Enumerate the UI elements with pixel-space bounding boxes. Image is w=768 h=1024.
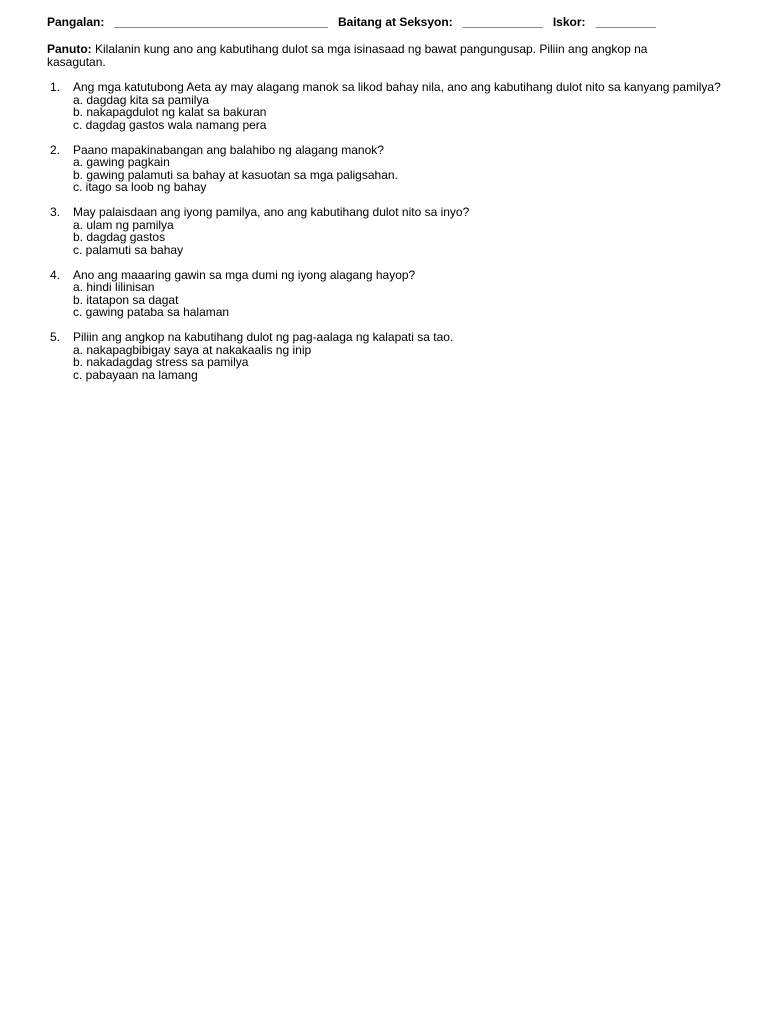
name-label: Pangalan: (47, 15, 105, 29)
question-2 (47, 144, 727, 194)
choice-c: c. itago sa loob ng bahay (73, 180, 207, 194)
question-number: 3. (50, 205, 61, 219)
choice-a: a. hindi lilinisan (73, 280, 155, 294)
question-list (47, 81, 727, 394)
choice-c: c. palamuti sa bahay (73, 242, 184, 257)
score-blank: _________ (595, 15, 656, 29)
choice-b: b. nakapagdulot ng kalat sa bakuran (73, 105, 267, 119)
grade-section-blank: ____________ (462, 15, 543, 29)
choice-a: a. gawing pagkain (73, 155, 170, 169)
question-body (73, 331, 723, 381)
choice-b: b. itatapon sa dagat (73, 292, 179, 307)
question-body (73, 269, 723, 319)
choice-b: b. gawing palamuti sa bahay at kasuotan sa mga paligsahan. (73, 167, 398, 182)
instructions (47, 43, 707, 69)
question-number: 5. (50, 330, 61, 344)
question-3 (47, 206, 727, 256)
choice-a: a. dagdag kita sa pamilya (73, 92, 210, 107)
question-text: Paano mapakinabangan ang balahibo ng alagang manok? (73, 142, 384, 157)
choice-a: a. nakapagbibigay saya at nakakaalis ng inip (73, 342, 312, 357)
grade-section-label: Baitang at Seksyon: (337, 15, 453, 29)
question-text: May palaisdaan ang iyong pamilya, ano ang kabutihang dulot nito sa inyo? (73, 205, 470, 219)
choice-c: c. gawing pataba sa halaman (73, 305, 230, 319)
name-blank: ________________________________ (114, 15, 328, 29)
choice-c: c. pabayaan na lamang (73, 367, 198, 382)
instructions-text: Kilalanin kung ano ang kabutihang dulot sa mga isinasaad ng bawat pangungusap. Piliin ang angkop na kasagutan. (47, 42, 648, 69)
question-5 (47, 331, 727, 381)
question-text: Piliin ang angkop na kabutihang dulot ng pag-aalaga ng kalapati sa tao. (73, 330, 454, 344)
question-4 (47, 269, 727, 319)
question-number: 2. (50, 142, 61, 157)
question-text: Ang mga katutubong Aeta ay may alagang manok sa likod bahay nila, ano ang kabutihang dulot nito sa kanyang pamilya? (73, 80, 721, 94)
question-number: 1. (50, 80, 61, 94)
choice-b: b. nakadagdag stress sa pamilya (73, 355, 249, 369)
choice-a: a. ulam ng pamilya (73, 217, 174, 232)
instructions-label: Panuto: (47, 42, 92, 56)
question-body (73, 144, 723, 194)
score-label: Iskor: (552, 15, 586, 29)
choice-c: c. dagdag gastos wala namang pera (73, 117, 267, 132)
question-body (73, 81, 723, 131)
question-1 (47, 81, 727, 131)
question-text: Ano ang maaaring gawin sa mga dumi ng iyong alagang hayop? (73, 267, 416, 282)
question-body (73, 206, 723, 256)
question-number: 4. (50, 267, 61, 282)
choice-b: b. dagdag gastos (73, 230, 166, 244)
worksheet-header (47, 16, 737, 29)
